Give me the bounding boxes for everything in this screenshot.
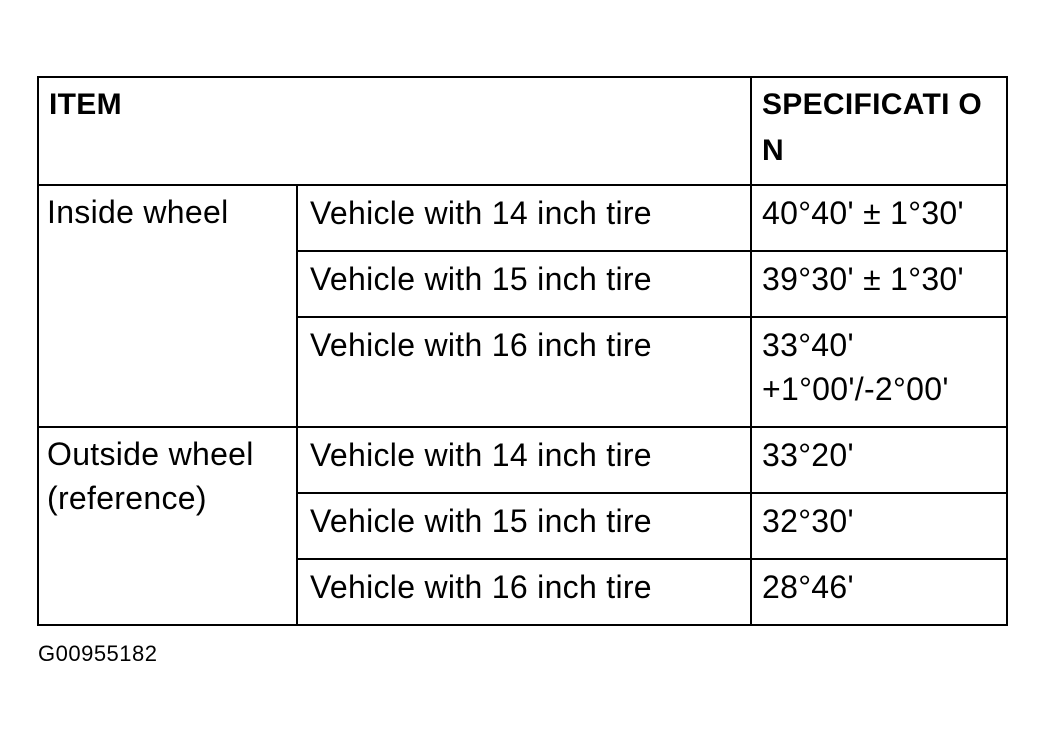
spec-value: 28°46' — [751, 559, 1007, 625]
group-label-inside-wheel: Inside wheel — [38, 185, 297, 427]
vehicle-cell: Vehicle with 14 inch tire — [297, 185, 751, 251]
spec-value: 33°20' — [751, 427, 1007, 493]
header-specification: SPECIFICATI ON — [751, 77, 1007, 185]
table-row — [38, 185, 1007, 251]
header-item: ITEM — [38, 77, 751, 185]
spec-table — [37, 76, 1008, 626]
spec-value: 32°30' — [751, 493, 1007, 559]
spec-value: 39°30' ± 1°30' — [751, 251, 1007, 317]
vehicle-cell: Vehicle with 16 inch tire — [297, 317, 751, 427]
vehicle-cell: Vehicle with 16 inch tire — [297, 559, 751, 625]
spec-value: 33°40' +1°00'/-2°00' — [751, 317, 1007, 427]
document-id: G00955182 — [38, 641, 158, 666]
group-label-outside-wheel: Outside wheel (reference) — [38, 427, 297, 625]
vehicle-cell: Vehicle with 14 inch tire — [297, 427, 751, 493]
vehicle-cell: Vehicle with 15 inch tire — [297, 251, 751, 317]
table-row — [38, 427, 1007, 493]
spec-value: 40°40' ± 1°30' — [751, 185, 1007, 251]
table-header-row — [38, 77, 1007, 185]
vehicle-cell: Vehicle with 15 inch tire — [297, 493, 751, 559]
